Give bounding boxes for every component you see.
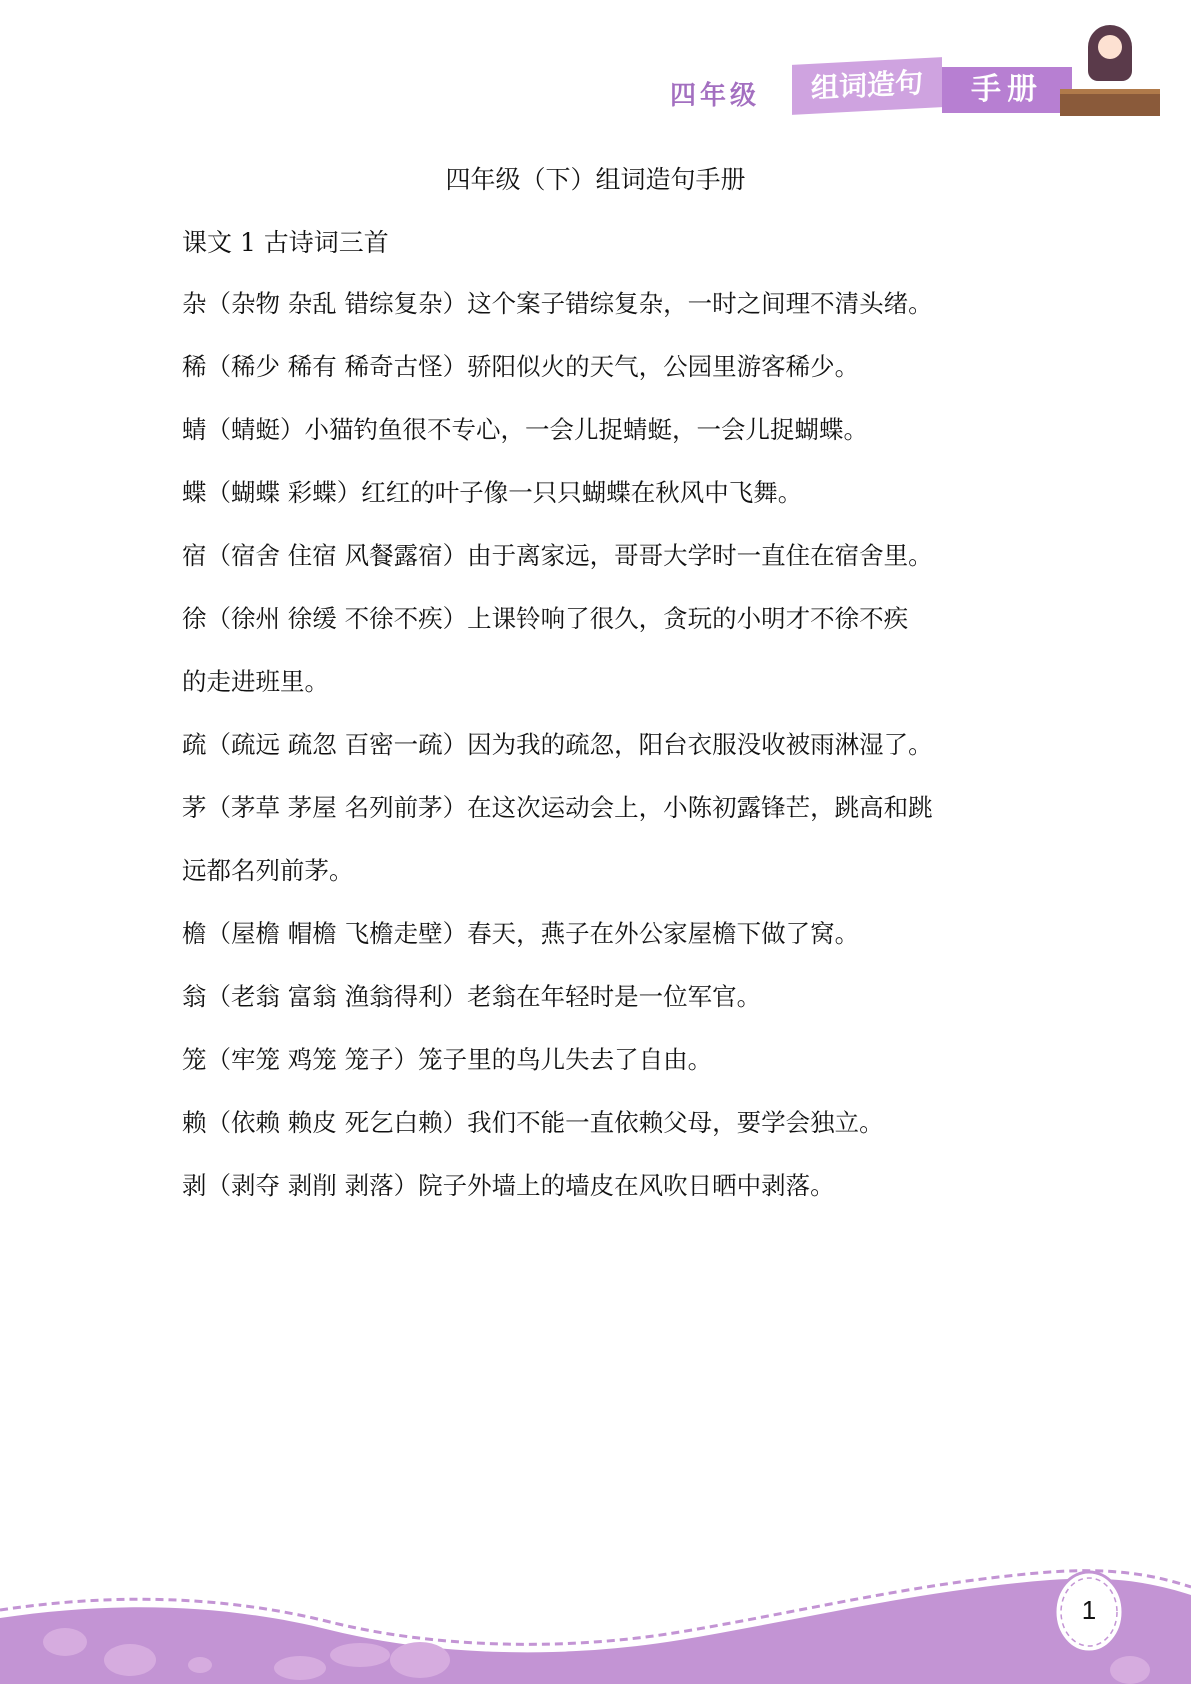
entry-line: 蝶（蝴蝶 彩蝶）红红的叶子像一只只蝴蝶在秋风中飞舞。: [182, 478, 803, 507]
entry-line: 杂（杂物 杂乱 错综复杂）这个案子错综复杂，一时之间理不清头绪。: [182, 289, 933, 318]
page-number: 1: [1081, 1595, 1097, 1625]
banner-grade: 四年级: [670, 81, 761, 111]
desk-illustration-icon: [1060, 89, 1160, 116]
entry-line: 蜻（蜻蜓）小猫钓鱼很不专心，一会儿捉蜻蜓，一会儿捉蝴蝶。: [182, 415, 868, 444]
entry-line: 稀（稀少 稀有 稀奇古怪）骄阳似火的天气，公园里游客稀少。: [182, 352, 860, 381]
banner-sub: 手册: [942, 67, 1072, 113]
entry-line: 疏（疏远 疏忽 百密一疏）因为我的疏忽，阳台衣服没收被雨淋湿了。: [182, 730, 933, 759]
header-banner: [670, 55, 1160, 115]
entry-line: 檐（屋檐 帽檐 飞檐走壁）春天，燕子在外公家屋檐下做了窝。: [182, 919, 860, 948]
entry-line: 翁（老翁 富翁 渔翁得利）老翁在年轻时是一位军官。: [182, 982, 762, 1011]
entry-list: [182, 286, 1022, 1231]
entry-line: 笼（牢笼 鸡笼 笼子）笼子里的鸟儿失去了自由。: [182, 1045, 713, 1074]
entry-line: 剥（剥夺 剥削 剥落）院子外墙上的墙皮在风吹日晒中剥落。: [182, 1171, 835, 1200]
banner-main: 组词造句: [792, 57, 942, 115]
entry-continuation-line: 的走进班里。: [182, 667, 329, 696]
entry-line: 徐（徐州 徐缓 不徐不疾）上课铃响了很久，贪玩的小明才不徐不疾: [182, 604, 909, 633]
lesson-heading: 课文 1 古诗词三首: [182, 228, 389, 257]
page-title: 四年级（下）组词造句手册: [445, 165, 746, 194]
entry-line: 赖（依赖 赖皮 死乞白赖）我们不能一直依赖父母，要学会独立。: [182, 1108, 884, 1137]
girl-illustration-icon: [1088, 25, 1132, 81]
footer-wave-decoration: [0, 1560, 1191, 1684]
entry-continuation-line: 远都名列前茅。: [182, 856, 354, 885]
entry-line: 茅（茅草 茅屋 名列前茅）在这次运动会上，小陈初露锋芒，跳高和跳: [182, 793, 933, 822]
entry-line: 宿（宿舍 住宿 风餐露宿）由于离家远，哥哥大学时一直住在宿舍里。: [182, 541, 933, 570]
